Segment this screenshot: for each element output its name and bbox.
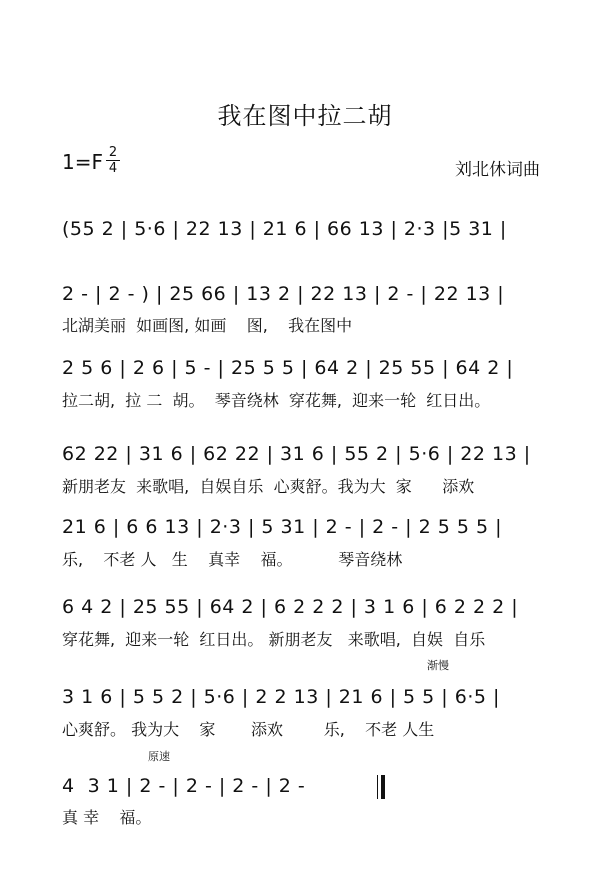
notation-line-5: 21 6 | 6 6 13 | 2·3 | 5 31 | 2 - | 2 - | 2 5 5 5 | bbox=[62, 516, 503, 538]
notation-line-8: 4 3 1 | 2 - | 2 - | 2 - | 2 - bbox=[62, 775, 306, 797]
final-barline bbox=[377, 775, 386, 799]
song-title: 我在图中拉二胡 bbox=[217, 102, 393, 130]
notation-line-3: 2 5 6 | 2 6 | 5 - | 25 5 5 | 64 2 | 25 55 | 64 2 | bbox=[62, 357, 514, 379]
lyric-line-3: 拉二胡, 拉 二 胡。 琴音绕林 穿花舞, 迎来一轮 红日出。 bbox=[62, 391, 491, 410]
time-signature bbox=[106, 146, 120, 175]
credit: 刘北休词曲 bbox=[455, 160, 540, 180]
notation-line-1: (55 2 | 5·6 | 22 13 | 21 6 | 66 13 | 2·3 |5 31 | bbox=[62, 218, 507, 240]
lyric-line-8: 真 幸 福。 bbox=[62, 808, 152, 827]
notation-line-2: 2 - | 2 - ) | 25 66 | 13 2 | 22 13 | 2 - | 22 13 | bbox=[62, 283, 505, 305]
original-tempo-mark: 原速 bbox=[148, 750, 170, 763]
lyric-line-4: 新朋老友 来歌唱, 自娱自乐 心爽舒。我为大 家 添欢 bbox=[62, 477, 475, 496]
notation-line-7: 3 1 6 | 5 5 2 | 5·6 | 2 2 13 | 21 6 | 5 5 | 6·5 | bbox=[62, 686, 500, 708]
time-signature-top: 2 bbox=[108, 145, 118, 160]
lyric-line-2: 北湖美丽 如画图, 如画 图, 我在图中 bbox=[62, 316, 353, 335]
lyric-line-7: 心爽舒。 我为大 家 添欢 乐, 不老 人生 bbox=[62, 720, 435, 739]
lyric-line-6: 穿花舞, 迎来一轮 红日出。 新朋老友 来歌唱, 自娱 自乐 bbox=[62, 630, 486, 649]
gradual-slow-mark: 渐慢 bbox=[427, 659, 449, 672]
time-signature-bottom: 4 bbox=[108, 161, 118, 176]
notation-line-6: 6 4 2 | 25 55 | 64 2 | 6 2 2 2 | 3 1 6 | 6 2 2 2 | bbox=[62, 596, 519, 618]
notation-line-4: 62 22 | 31 6 | 62 22 | 31 6 | 55 2 | 5·6 | 22 13 | bbox=[62, 443, 531, 465]
lyric-line-5: 乐, 不老 人 生 真幸 福。 琴音绕林 bbox=[62, 550, 403, 569]
key-signature: 1=F bbox=[62, 150, 103, 174]
